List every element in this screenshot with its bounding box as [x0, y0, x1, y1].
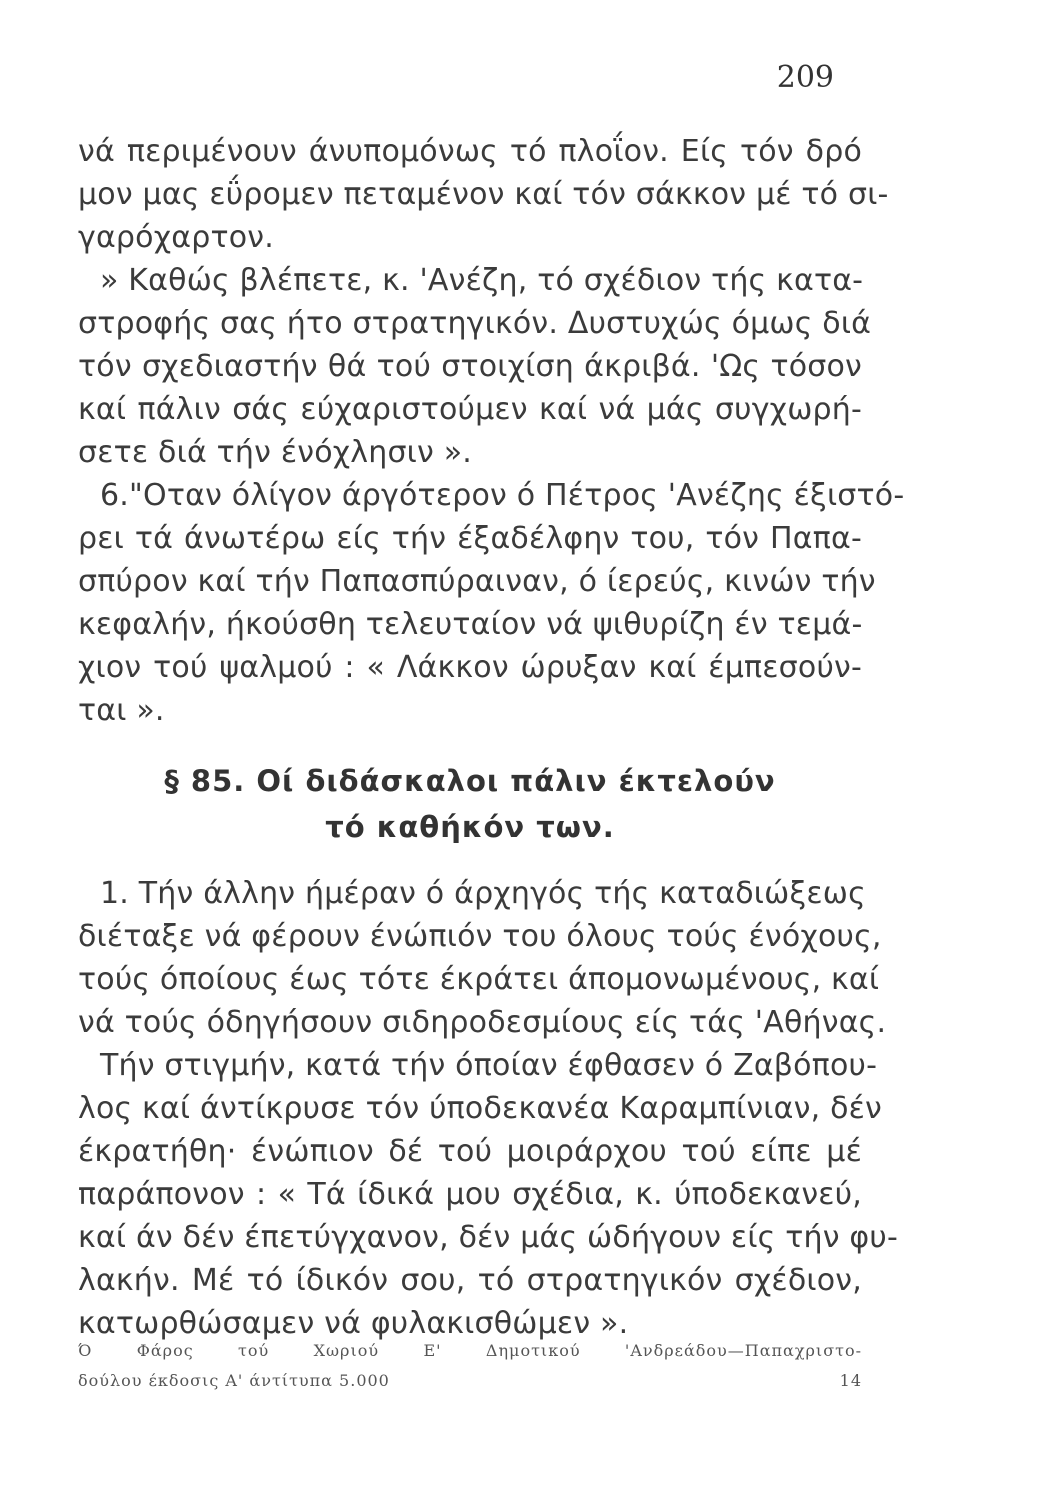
text-line: λακήν. Μέ τό ίδικόν σου, τό στρατηγικόν σχέδιον,: [78, 1263, 862, 1298]
text-line: κεφαλήν, ήκούσθη τελευταίον νά ψιθυρίζη έν τεμά-: [78, 607, 863, 642]
text-line: λος καί άντίκρυσε τόν ύποδεκανέα Καραμπίνιαν, δέν: [78, 1091, 882, 1126]
text-line: καί άν δέν έπετύγχανον, δέν μάς ώδήγουν είς τήν φυ-: [78, 1220, 898, 1255]
footer-line: Ό Φάρος τού Χωριού Ε' Δημοτικού 'Ανδρεάδου—Παπαχριστο-: [78, 1341, 862, 1360]
page-number: 209: [776, 60, 834, 95]
text-line: ται ».: [78, 693, 165, 728]
top-paragraph: [78, 130, 905, 732]
text-line: 1. Τήν άλλην ήμέραν ό άρχηγός τής καταδιώξεως: [100, 876, 866, 911]
text-line: » Καθώς βλέπετε, κ. 'Ανέζη, τό σχέδιον τής κατα-: [100, 263, 864, 298]
text-line: στροφής σας ήτο στρατηγικόν. Δυστυχώς όμως διά: [78, 306, 872, 341]
text-line: τόν σχεδιαστήν θά τού στοιχίση άκριβά. 'Ως τόσον: [78, 349, 862, 384]
footer-edition-text: δούλου έκδοσις Α' άντίτυπα 5.000: [78, 1371, 390, 1390]
text-line: σετε διά τήν ένόχλησιν ».: [78, 435, 473, 470]
text-line: διέταξε νά φέρουν ένώπιόν του όλους τούς ένόχους,: [78, 919, 882, 954]
text-line: γαρόχαρτον.: [78, 220, 274, 255]
text-line: Τήν στιγμήν, κατά τήν όποίαν έφθασεν ό Ζαβόπου-: [100, 1048, 878, 1083]
page-footer: [78, 1336, 862, 1396]
text-line: χιον τού ψαλμού : « Λάκκον ώρυξαν καί έμπεσούν-: [78, 650, 862, 685]
bottom-paragraph: [78, 872, 898, 1345]
text-line: 6."Οταν όλίγον άργότερον ό Πέτρος 'Ανέζης έξιστό-: [100, 478, 905, 513]
text-line: νά περιμένουν άνυπομόνως τό πλοΐον. Είς τόν δρό: [78, 134, 862, 169]
text-line: ρει τά άνωτέρω είς τήν έξαδέλφην του, τόν Παπα-: [78, 521, 862, 556]
text-line: σπύρον καί τήν Παπασπύραιναν, ό ίερεύς, κινών τήν: [78, 564, 876, 599]
section-heading-line: τό καθήκόν των.: [325, 810, 615, 844]
text-line: παράπονον : « Τά ίδικά μου σχέδια, κ. ύποδεκανεύ,: [78, 1177, 862, 1212]
text-line: μον μας εΰρομεν πεταμένον καί τόν σάκκον μέ τό σι-: [78, 177, 889, 212]
text-line: έκρατήθη· ένώπιον δέ τού μοιράρχου τού είπε μέ: [78, 1134, 862, 1169]
footer-signature-number: 14: [839, 1371, 862, 1390]
text-line: τούς όποίους έως τότε έκράτει άπομονωμένους, καί: [78, 962, 880, 997]
text-line: κατωρθώσαμεν νά φυλακισθώμεν ».: [78, 1306, 629, 1341]
footer-line: [78, 1366, 862, 1396]
section-heading-line: § 85. Οί διδάσκαλοι πάλιν έκτελούν: [164, 764, 776, 798]
text-line: νά τούς όδηγήσουν σιδηροδεσμίους είς τάς 'Αθήνας.: [78, 1005, 887, 1040]
text-line: καί πάλιν σάς εύχαριστούμεν καί νά μάς συγχωρή-: [78, 392, 862, 427]
section-heading: [78, 758, 862, 850]
